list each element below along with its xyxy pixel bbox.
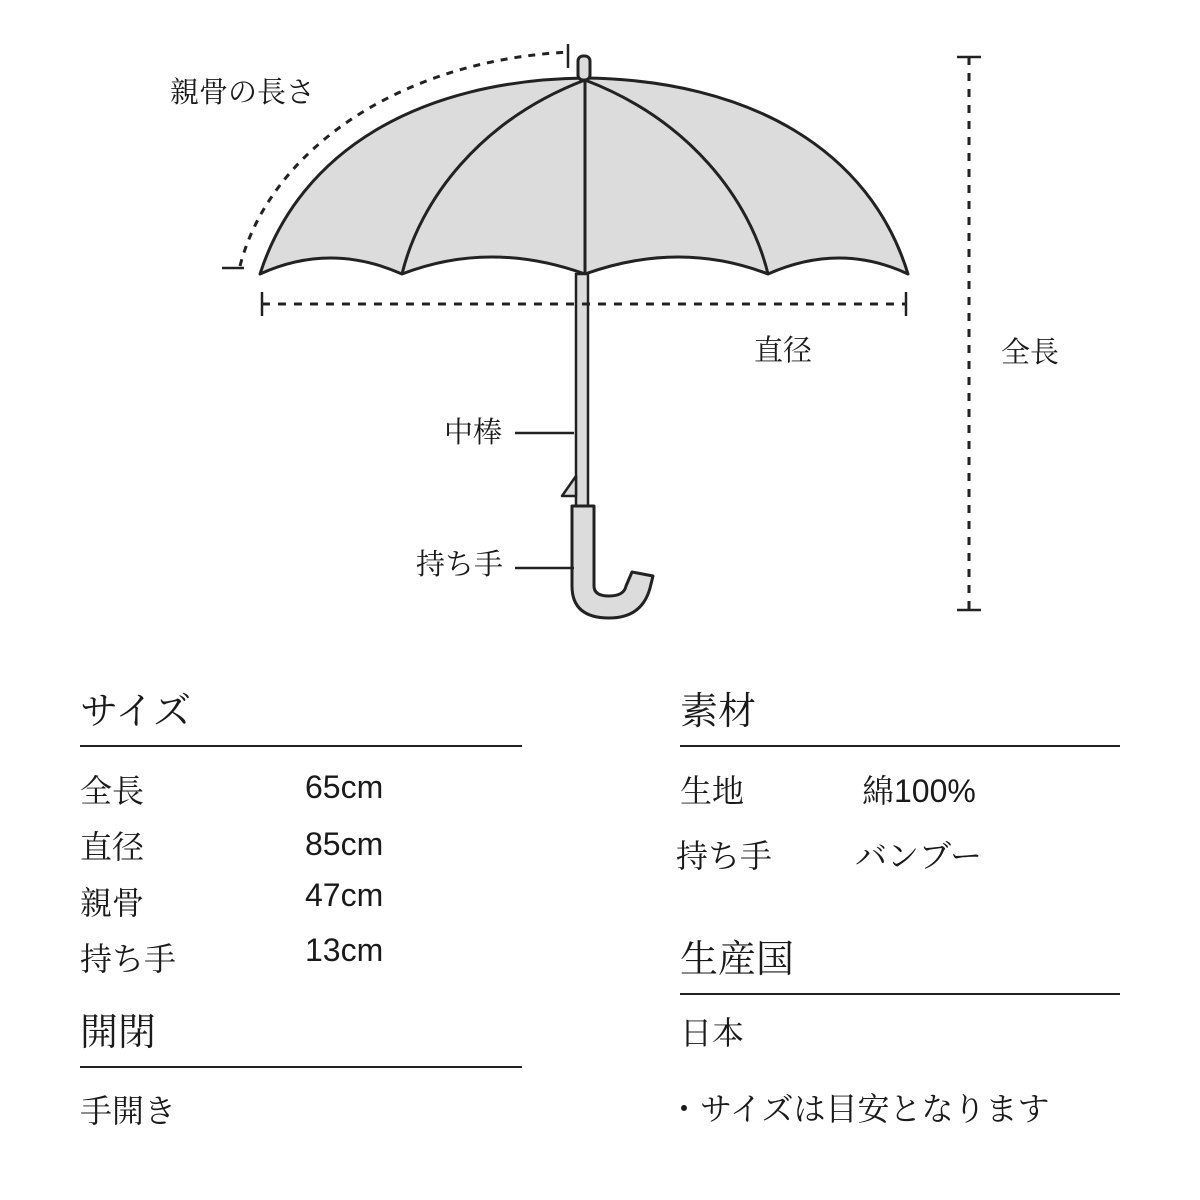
total-length-label: 全長	[1001, 335, 1060, 369]
handle-label: 持ち手	[416, 547, 504, 581]
material-row-label-fabric: 生地	[680, 772, 745, 810]
size-disclaimer-note: ・サイズは目安となります	[668, 1090, 1050, 1128]
umbrella-handle	[572, 506, 653, 618]
size-section-title: サイズ	[80, 689, 191, 733]
material-row-value-handle: バンブー	[855, 838, 983, 874]
opening-section-title: 開閉	[80, 1010, 157, 1054]
umbrella-tip	[578, 56, 590, 80]
material-row-label-handle: 持ち手	[676, 837, 773, 875]
material-section-title: 素材	[680, 689, 757, 733]
size-row-label-handle: 持ち手	[80, 940, 177, 978]
material-section-divider	[680, 745, 1120, 747]
size-row-value-handle: 13cm	[305, 932, 384, 968]
size-row-value-diameter: 85cm	[305, 826, 384, 862]
size-row-value-rib: 47cm	[305, 877, 384, 913]
size-section-divider	[80, 745, 522, 747]
origin-section-divider	[680, 993, 1120, 995]
shaft-label: 中棒	[444, 415, 503, 449]
opening-value: 手開き	[80, 1092, 177, 1130]
umbrella-runner	[562, 476, 576, 496]
rib-length-label: 親骨の長さ	[170, 75, 316, 109]
size-row-value-total-length: 65cm	[305, 769, 384, 805]
material-row-value-fabric: 綿100%	[862, 773, 976, 809]
origin-section-title: 生産国	[680, 937, 795, 981]
size-row-label-total-length: 全長	[80, 772, 145, 810]
diameter-label: 直径	[754, 333, 813, 367]
size-row-label-diameter: 直径	[80, 828, 145, 866]
opening-section-divider	[80, 1066, 522, 1068]
size-row-label-rib: 親骨	[80, 884, 145, 922]
origin-value: 日本	[680, 1014, 745, 1052]
umbrella-shaft	[576, 274, 588, 506]
